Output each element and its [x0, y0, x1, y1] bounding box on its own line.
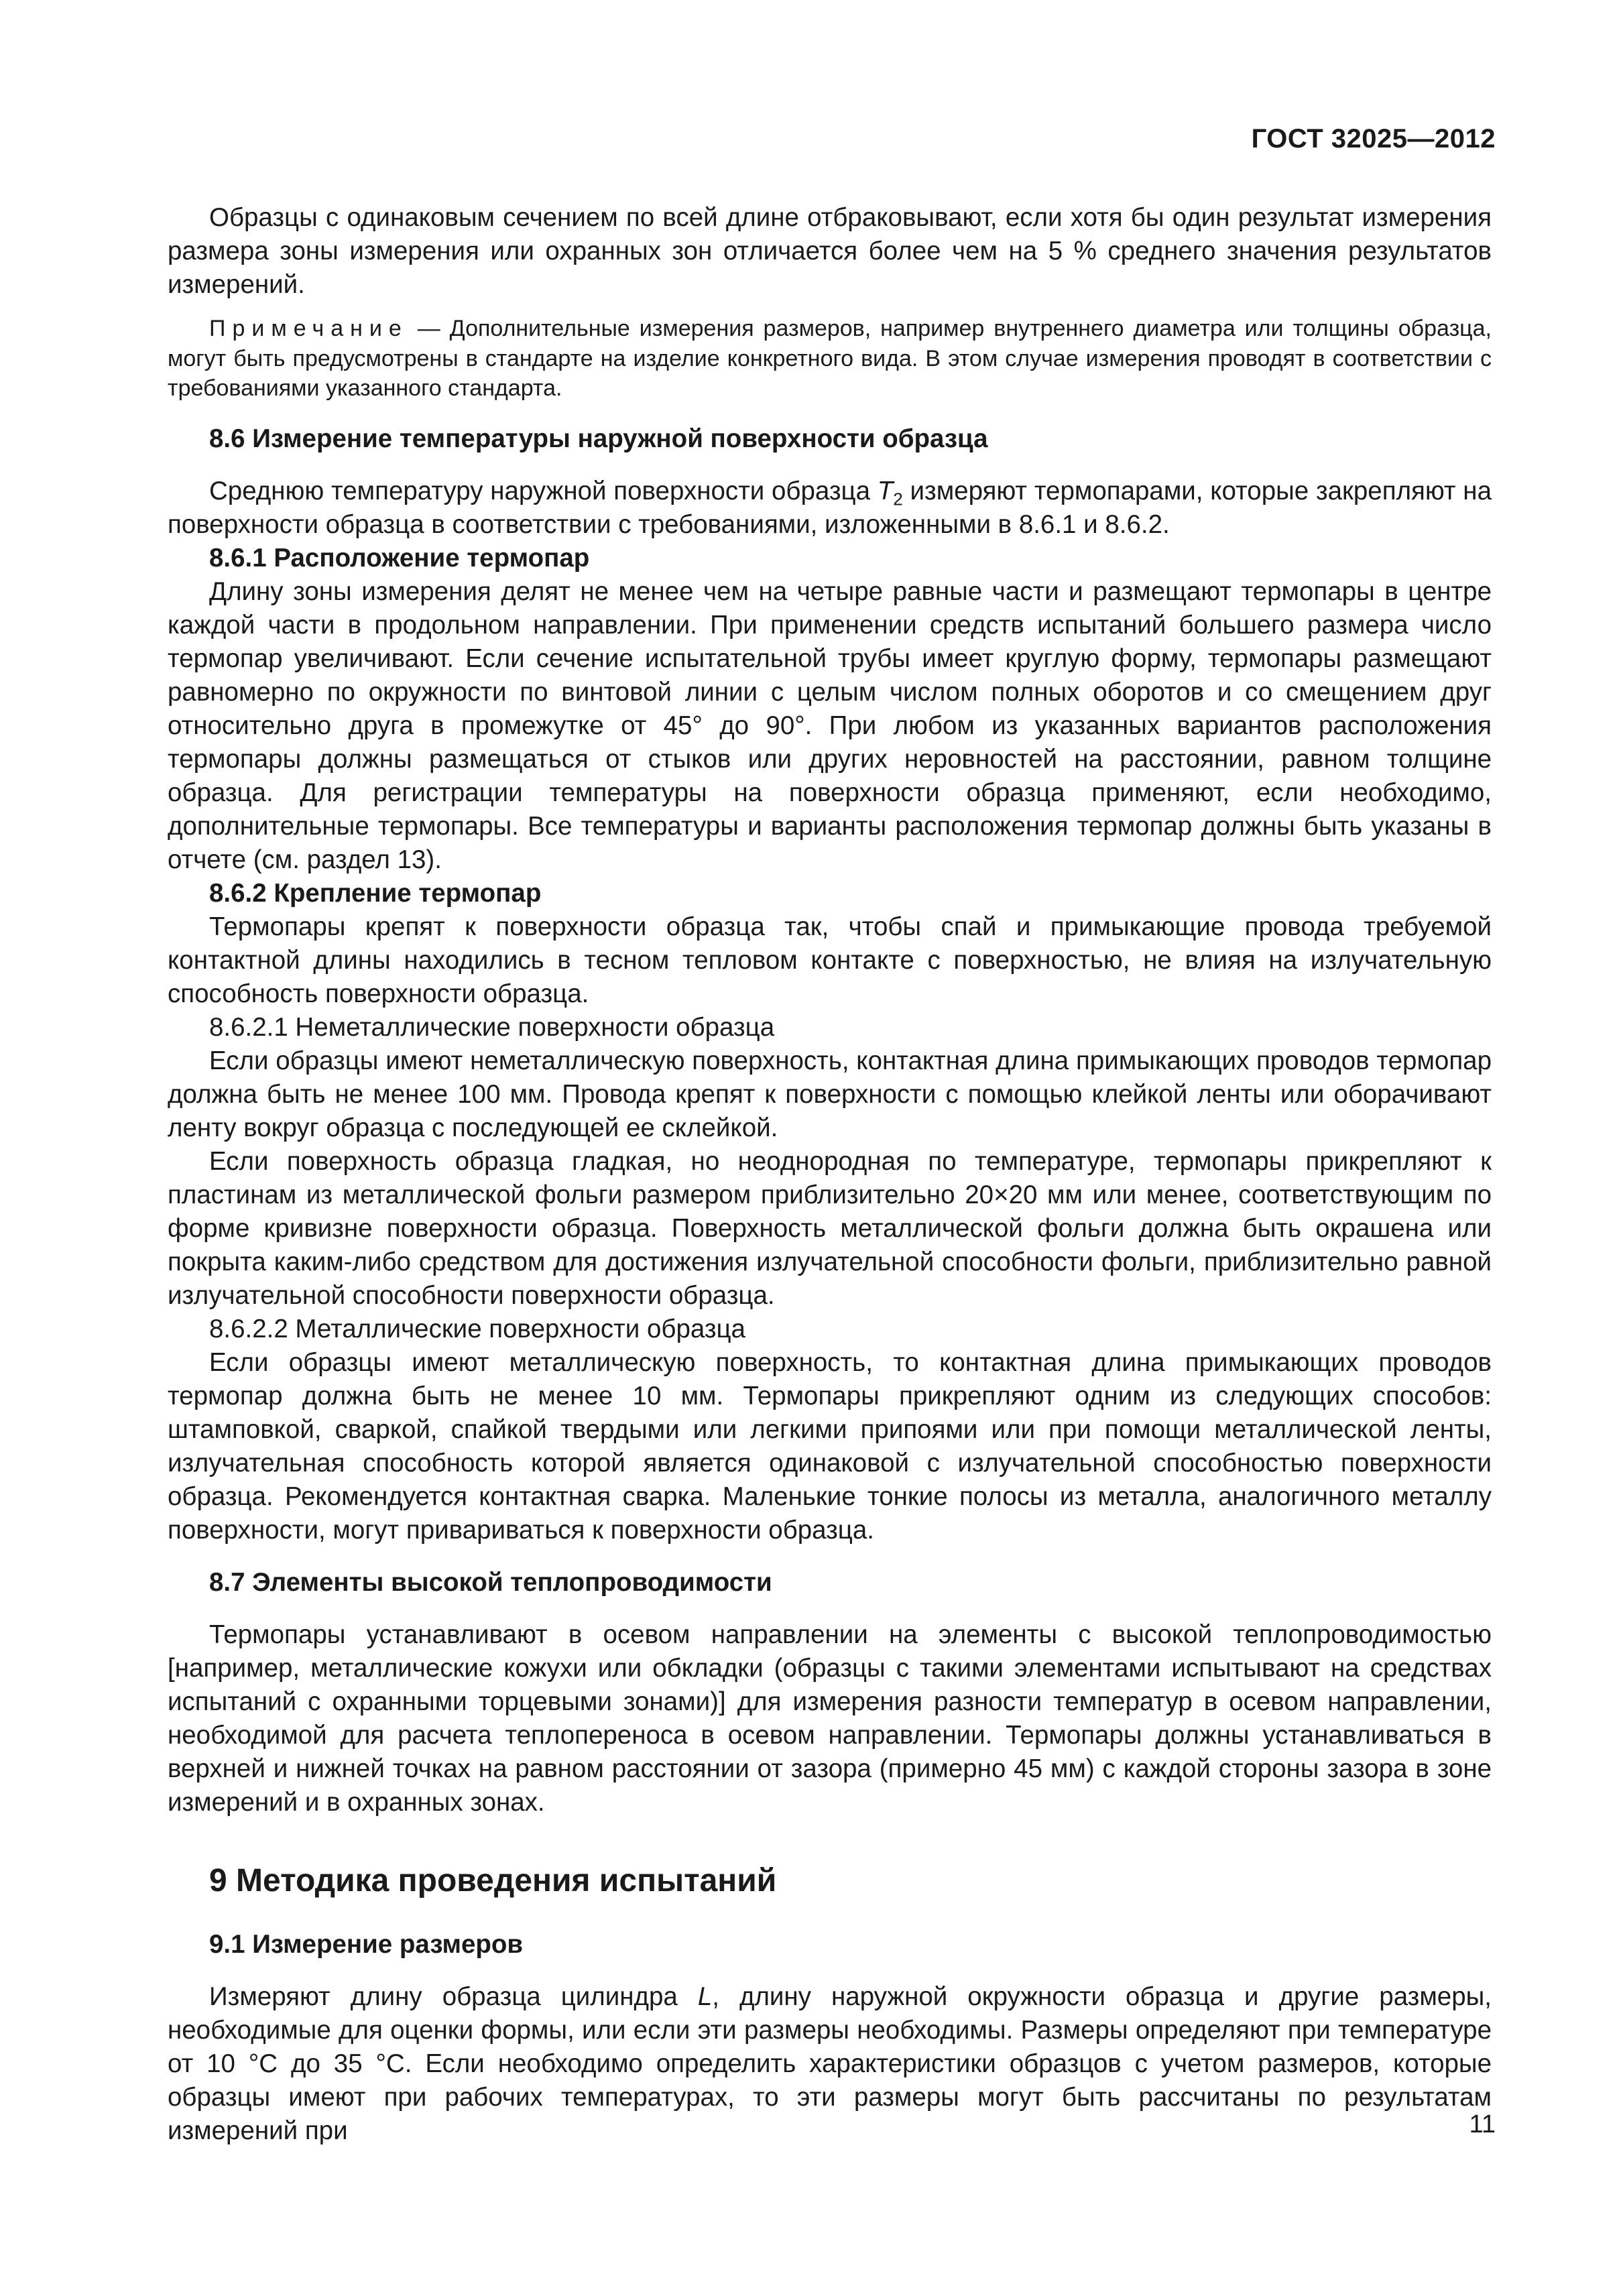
paragraph-8-6-2: Термопары крепят к поверхности образца так, чтобы спай и примыкающие провода требуемой контактной длины находились в тесном тепловом контакте с поверхностью, не влияя на излучательную способность поверхности образца.: [168, 912, 1492, 1008]
paragraph-8-6-2-1-a: Если образцы имеют неметаллическую поверхность, контактная длина примыкающих проводов термопар должна быть не менее 100 мм. Провода крепят к поверхности с помощью клейкой ленты или оборачивают ленту вокруг образца с последующей ее склейкой.: [168, 1046, 1492, 1142]
heading-8-6: 8.6 Измерение температуры наружной поверхности образца: [209, 424, 988, 453]
page-content: [168, 201, 1492, 2148]
paragraph-8-6-2-1-b: Если поверхность образца гладкая, но неоднородная по температуре, термопары прикрепляют к пластинам из металлической фольги размером приблизительно 20×20 мм или менее, соответствующим по форме кривизне поверхности образца. Поверхность металлической фольги должна быть окрашена или покрыта каким-либо средством для достижения излучательной способности фольги, приблизительно равной излучательной способности поверхности образца.: [168, 1146, 1492, 1310]
paragraph-8-6-text-a: Среднюю температуру наружной поверхности образца: [209, 476, 878, 505]
paragraph-9-1-text-b: , длину наружной окружности образца и другие размеры, необходимые для оценки формы, или если эти размеры необходимы. Размеры определяют при температуре от 10 °С до 35 °С. Если необходимо определить характеристики образцов с учетом размеров, которые образцы имеют при рабочих температурах, то эти размеры могут быть рассчитаны по результатам измерений при: [168, 1982, 1492, 2145]
paragraph-8-6: [168, 475, 1492, 542]
note-paragraph: [168, 314, 1492, 404]
heading-8-6-2: 8.6.2 Крепление термопар: [209, 878, 542, 908]
paragraph-9-1: [168, 1980, 1492, 2148]
symbol-l: L: [697, 1982, 713, 2011]
paragraph-9-1-text-a: Измеряют длину образца цилиндра: [209, 1982, 698, 2011]
note-text: — Дополнительные измерения размеров, например внутреннего диаметра или толщины образца, могут быть предусмотрены в стандарте на изделие конкретного вида. В этом случае измерения проводят в соответствии с требованиями указанного стандарта.: [168, 316, 1492, 401]
heading-section-9: 9 Методика проведения испытаний: [209, 1862, 777, 1898]
paragraph-8-6-text-b: измеряют термопарами, которые закрепляют на поверхности образца в соответствии с требованиями, изложенными в 8.6.1 и 8.6.2.: [168, 476, 1492, 539]
heading-9-1: 9.1 Измерение размеров: [209, 1929, 524, 1959]
heading-8-6-2-2: 8.6.2.2 Металлические поверхности образца: [209, 1314, 745, 1343]
document-code-header: ГОСТ 32025—2012: [1251, 124, 1496, 154]
page-number: 11: [1469, 2110, 1496, 2138]
paragraph-8-7: Термопары устанавливают в осевом направлении на элементы с высокой теплопроводимостью [например, металлические кожухи или обкладки (образцы с такими элементами испытывают на средствах испытаний с охранными торцевыми зонами)] для измерения разности температур в осевом направлении, необходимой для расчета теплопереноса в осевом направлении. Термопары должны устанавливаться в верхней и нижней точках на равном расстоянии от зазора (примерно 45 мм) с каждой стороны зазора в зоне измерений и в охранных зонах.: [168, 1620, 1492, 1817]
note-label: Примечание: [209, 316, 408, 341]
heading-8-7: 8.7 Элементы высокой теплопроводимости: [209, 1567, 772, 1597]
paragraph-8-6-1: Длину зоны измерения делят не менее чем на четыре равные части и размещают термопары в центре каждой части в продольном направлении. При применении средств испытаний большего размера число термопар увеличивают. Если сечение испытательной трубы имеет круглую форму, термопары размещают равномерно по окружности по винтовой линии с целым числом полных оборотов и со смещением друг относительно друга в промежутке от 45° до 90°. При любом из указанных вариантов расположения термопары должны размещаться от стыков или других неровностей на расстоянии, равном толщине образца. Для регистрации температуры на поверхности образца применяют, если необходимо, дополнительные термопары. Все температуры и варианты расположения термопар должны быть указаны в отчете (см. раздел 13).: [168, 577, 1492, 874]
symbol-t: T: [877, 476, 894, 505]
paragraph-rejection: Образцы с одинаковым сечением по всей длине отбраковывают, если хотя бы один результат измерения размера зоны измерения или охранных зон отличается более чем на 5 % среднего значения результатов измерений.: [168, 203, 1492, 299]
heading-8-6-1: 8.6.1 Расположение термопар: [209, 543, 590, 572]
paragraph-8-6-2-2: Если образцы имеют металлическую поверхность, то контактная длина примыкающих проводов термопар должна быть не менее 10 мм. Термопары прикрепляют одним из следующих способов: штамповкой, сваркой, спайкой твердыми или легкими припоями или при помощи металлической ленты, излучательная способность которой является одинаковой с излучательной способностью поверхности образца. Рекомендуется контактная сварка. Маленькие тонкие полосы из металла, аналогичного металлу поверхности, могут привариваться к поверхности образца.: [168, 1347, 1492, 1545]
symbol-t-subscript: 2: [893, 489, 903, 509]
heading-8-6-2-1: 8.6.2.1 Неметаллические поверхности образца: [209, 1012, 775, 1042]
